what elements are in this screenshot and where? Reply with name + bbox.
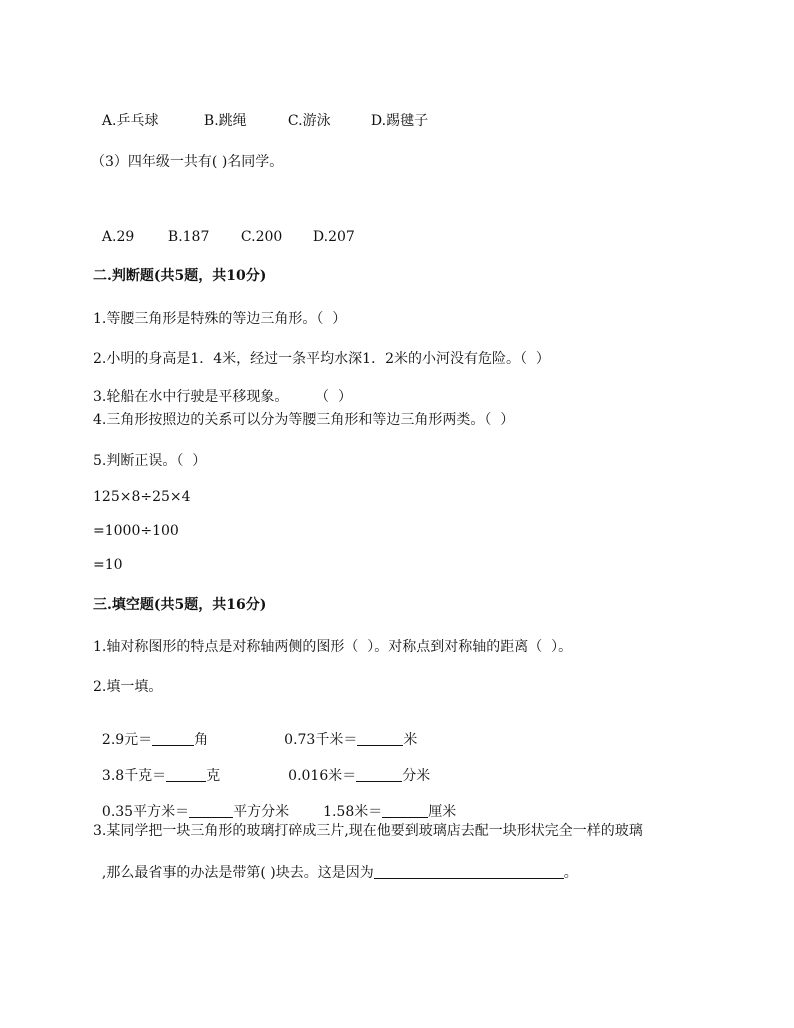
fill-item-1: 1.轴对称图形的特点是对称轴两侧的图形（ ）。对称点到对称轴的距离（ ）。	[93, 639, 573, 655]
option-c: C.游泳	[287, 113, 331, 129]
answer-blank[interactable]	[166, 767, 206, 782]
option-b: B.跳绳	[203, 113, 247, 129]
fill-prefix: 3.8千克＝	[101, 768, 167, 784]
judgement-item-2: 2.小明的身高是1．4米，经过一条平均水深1．2米的小河没有危险。（ ）	[93, 351, 550, 367]
option-a: A.29	[101, 229, 135, 245]
fill-unit: 米	[403, 732, 418, 748]
judgement-item-5: 5.判断正误。（ ）	[93, 453, 207, 469]
fill-row-3	[93, 785, 456, 821]
fill-row-1	[93, 713, 417, 749]
fill-item-3-line-1: 3.某同学把一块三角形的玻璃打碎成三片,现在他要到玻璃店去配一块形状完全一样的玻璃	[93, 823, 643, 839]
fill-prefix: 0.73千米＝	[284, 732, 358, 748]
answer-blank[interactable]	[374, 864, 564, 879]
judgement-item-1: 1.等腰三角形是特殊的等边三角形。（ ）	[93, 311, 347, 327]
judgement-item-3: 3.轮船在水中行驶是平移现象。 （ ）	[93, 389, 352, 405]
fill-prefix: 2.9元＝	[101, 732, 153, 748]
answer-blank[interactable]	[356, 767, 402, 782]
answer-blank[interactable]	[152, 731, 194, 746]
fill-item-3-text: ,那么最省事的办法是带第( )块去。这是因为	[101, 865, 374, 881]
judgement-item-4: 4.三角形按照边的关系可以分为等腰三角形和等边三角形两类。（ ）	[93, 412, 515, 428]
option-c: C.200	[240, 229, 283, 245]
fill-item-3-line-2	[93, 846, 578, 882]
fill-unit: 克	[206, 768, 221, 784]
answer-blank[interactable]	[189, 803, 233, 818]
fill-row-2	[93, 749, 430, 785]
option-a: A.乒乓球	[101, 113, 159, 129]
q3-stem: （3）四年级一共有( )名同学。	[91, 154, 284, 170]
section-heading-judgement: 二.判断题(共5题，共10分)	[93, 268, 267, 284]
calc-line-1: 125×8÷25×4	[93, 489, 191, 505]
calc-line-3: =10	[93, 557, 123, 573]
fill-item-2: 2.填一填。	[93, 679, 163, 695]
option-d: D.207	[312, 229, 355, 245]
calc-line-2: =1000÷100	[93, 523, 179, 539]
q3-options	[93, 210, 355, 246]
fill-unit: 角	[194, 732, 209, 748]
answer-blank[interactable]	[382, 803, 428, 818]
fill-item-3-end: 。	[563, 865, 578, 881]
fill-prefix: 0.016米＝	[288, 768, 357, 784]
fill-unit: 平方分米	[233, 804, 290, 820]
q2-options	[93, 94, 428, 130]
option-d: D.踢毽子	[370, 113, 429, 129]
fill-prefix: 1.58米＝	[323, 804, 383, 820]
answer-blank[interactable]	[357, 731, 403, 746]
section-heading-fill: 三.填空题(共5题，共16分)	[93, 597, 267, 613]
fill-unit: 厘米	[428, 804, 457, 820]
fill-prefix: 0.35平方米＝	[101, 804, 190, 820]
option-b: B.187	[167, 229, 210, 245]
fill-unit: 分米	[402, 768, 431, 784]
